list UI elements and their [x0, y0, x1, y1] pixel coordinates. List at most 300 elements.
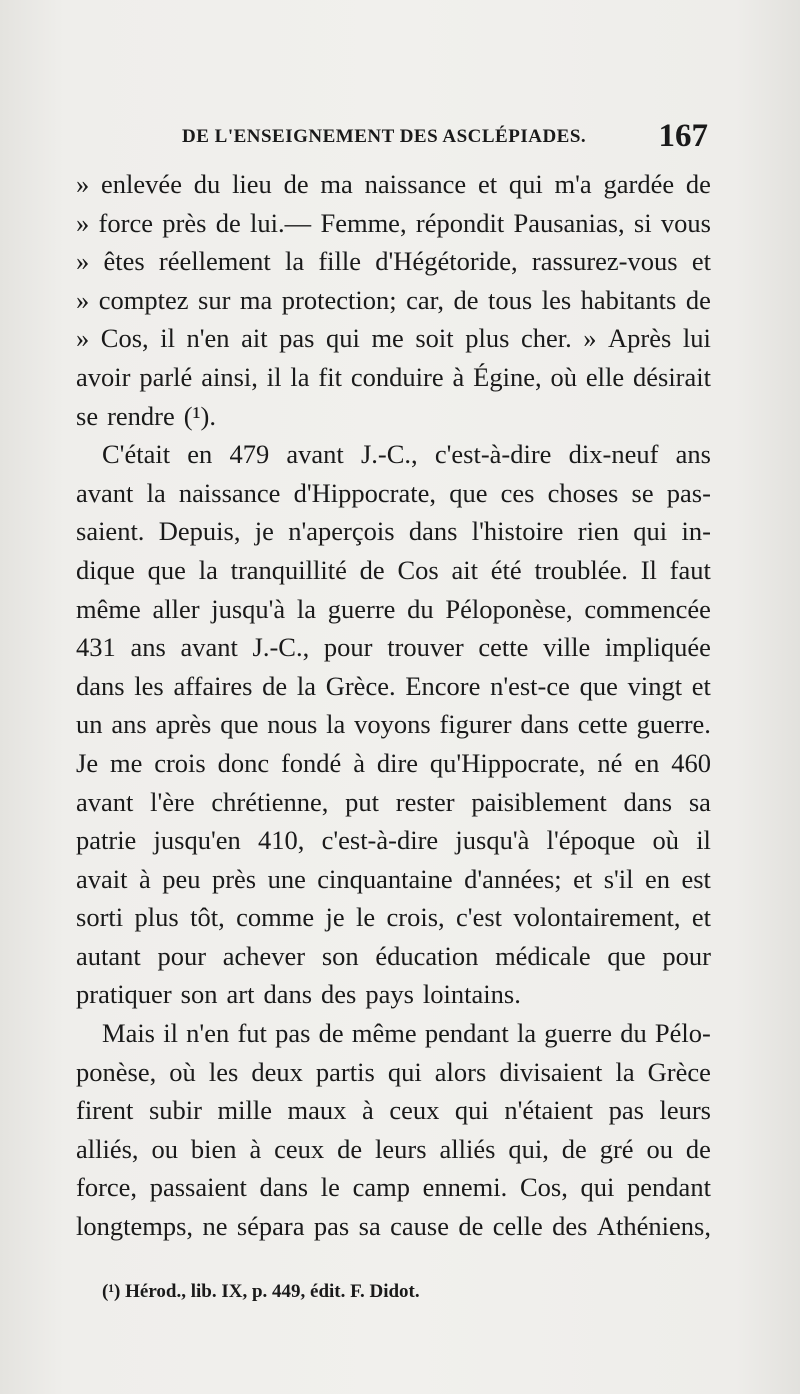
word: naissance: [178, 477, 281, 508]
word: crois: [154, 747, 206, 778]
word: guerre.: [636, 709, 711, 740]
word: son: [321, 940, 359, 971]
word: »: [583, 323, 597, 354]
word: pas: [608, 1095, 644, 1126]
word: elle: [585, 361, 625, 392]
word: la: [516, 1018, 537, 1049]
word: lointains.: [422, 979, 521, 1010]
word: un: [76, 709, 103, 740]
word: êtes: [103, 246, 145, 277]
word: 431: [76, 632, 116, 663]
word: ennemi.: [422, 1172, 508, 1203]
word: (¹).: [183, 400, 216, 431]
word: saient.: [76, 516, 145, 547]
word: troublée.: [534, 554, 628, 585]
word: dique: [76, 554, 135, 585]
word: de: [685, 169, 711, 199]
text-line: [76, 474, 711, 513]
word: ait: [451, 554, 478, 585]
word: alliés: [439, 1133, 496, 1164]
word: que: [220, 709, 259, 740]
word: Grèce.: [325, 670, 396, 701]
word: Depuis,: [158, 516, 241, 547]
word: la: [146, 477, 166, 508]
page-number: 167: [658, 118, 708, 154]
word: leurs: [659, 1095, 711, 1126]
word: n'étaient: [504, 1095, 593, 1126]
word: même: [76, 593, 141, 624]
word: si: [633, 207, 652, 238]
word: à: [249, 1133, 262, 1164]
word: que: [449, 477, 488, 508]
word: dans: [623, 786, 673, 817]
word: Cos,: [519, 1172, 568, 1203]
word: la: [296, 593, 317, 624]
text-line: [76, 821, 711, 860]
word: 460: [671, 747, 711, 778]
word: Athéniens,: [596, 1211, 711, 1242]
word: sur: [198, 284, 231, 315]
word: en: [634, 747, 660, 778]
word: le: [320, 1172, 340, 1203]
word: de: [685, 284, 711, 315]
word: gardée: [603, 169, 675, 199]
word: il: [266, 361, 282, 392]
word: »: [76, 169, 90, 199]
word: à: [138, 863, 151, 894]
word: put: [345, 786, 379, 817]
word: fut: [237, 1018, 267, 1049]
word: près: [162, 207, 207, 238]
word: art: [226, 979, 255, 1010]
word: c'est: [456, 902, 503, 933]
word: plus: [465, 323, 510, 354]
word: de: [283, 169, 309, 199]
word: que: [607, 940, 646, 971]
word: la: [296, 670, 316, 701]
word: je: [254, 516, 274, 547]
word: je: [325, 902, 345, 933]
word: fit: [318, 361, 342, 392]
word: pendant: [424, 1018, 509, 1049]
word: et: [691, 670, 711, 701]
word: dans: [408, 516, 458, 547]
word: commencée: [584, 593, 711, 624]
word: rien: [577, 516, 619, 547]
word: d'années;: [464, 863, 562, 894]
word: ma: [239, 284, 273, 315]
word: subir: [148, 1095, 202, 1126]
word: où: [652, 825, 679, 856]
text-line: [76, 705, 711, 744]
word: rassurez-vous: [531, 246, 678, 277]
text-line: [76, 435, 711, 474]
text-line: [76, 242, 711, 281]
word: du: [193, 169, 221, 199]
word: force: [98, 207, 153, 238]
word: Mais: [102, 1018, 155, 1049]
word: qui: [454, 1095, 489, 1126]
word: jusqu'à: [455, 825, 530, 856]
word: ou: [646, 1133, 673, 1164]
word: cette: [478, 632, 529, 663]
word: de: [685, 1133, 711, 1164]
word: une: [267, 863, 306, 894]
word: après: [155, 709, 212, 740]
word: plus: [134, 902, 179, 933]
text-line: [76, 590, 711, 629]
text-line: [76, 281, 711, 320]
word: il: [163, 1018, 178, 1049]
word: lui.—: [250, 207, 312, 238]
word: dans: [76, 670, 125, 701]
word: né: [597, 747, 623, 778]
word: me: [371, 323, 404, 354]
word: avant: [76, 477, 134, 508]
word: dix-neuf: [568, 439, 659, 470]
word: désirait: [633, 361, 711, 392]
word: chrétienne,: [211, 786, 329, 817]
word: pour: [662, 940, 711, 971]
word: se: [76, 400, 99, 431]
word: tranquillité: [230, 554, 347, 585]
word: conduire: [350, 361, 444, 392]
word: cette: [577, 709, 628, 740]
word: patrie: [76, 825, 137, 856]
word: pendant: [627, 1172, 711, 1203]
word: dans: [520, 709, 569, 740]
word: le: [356, 902, 376, 933]
text-line: [76, 165, 711, 204]
text-line: [76, 1053, 711, 1092]
word: Cos: [397, 554, 439, 585]
word: alliés,: [76, 1133, 139, 1164]
word: avant: [286, 439, 344, 470]
word: peu: [162, 863, 201, 894]
word: c'est-à-dire: [321, 825, 439, 856]
word: des: [321, 979, 357, 1010]
word: dire: [376, 747, 419, 778]
word: pays: [365, 979, 414, 1010]
word: qui: [508, 169, 543, 199]
word: pas: [279, 323, 315, 354]
word: pour: [323, 632, 373, 663]
word: lieu: [232, 169, 272, 199]
word: dans: [259, 1172, 309, 1203]
word: pratiquer: [76, 979, 172, 1010]
word: l'histoire: [471, 516, 564, 547]
word: du: [620, 1018, 647, 1049]
word: Égine,: [473, 361, 542, 392]
word: que: [579, 670, 618, 701]
word: bien: [190, 1133, 237, 1164]
text-line: [76, 975, 711, 1014]
word: ait: [241, 323, 268, 354]
word: tôt,: [190, 902, 225, 933]
word: »: [76, 323, 90, 354]
word: n'aperçois: [288, 516, 395, 547]
text-line: [76, 860, 711, 899]
word: crois,: [386, 902, 445, 933]
word: Après: [608, 323, 672, 354]
word: dans: [263, 979, 313, 1010]
word: qu'Hippocrate,: [429, 747, 586, 778]
word: donc: [217, 747, 270, 778]
text-line: [76, 1130, 711, 1169]
word: à: [361, 1095, 374, 1126]
word: se: [631, 477, 654, 508]
word: où: [169, 1056, 196, 1087]
word: jusqu'en: [153, 825, 241, 856]
word: c'est-à-dire: [434, 439, 552, 470]
word: été: [490, 554, 522, 585]
word: des: [552, 1211, 588, 1242]
word: achever: [222, 940, 306, 971]
word: trouver: [387, 632, 464, 663]
word: deux: [251, 1056, 303, 1087]
word: leurs: [375, 1133, 427, 1164]
word: son: [180, 979, 218, 1010]
word: que: [147, 554, 186, 585]
word: celle: [492, 1211, 543, 1242]
word: les: [134, 670, 164, 701]
word: de: [458, 1211, 484, 1242]
word: autant: [76, 940, 141, 971]
word: 410,: [257, 825, 305, 856]
text-line: [76, 358, 711, 397]
body-text: [76, 165, 711, 1246]
word: ville: [543, 632, 591, 663]
word: avait: [76, 863, 128, 894]
word: alors: [434, 1056, 487, 1087]
text-line: [76, 204, 711, 243]
word: parlé: [139, 361, 193, 392]
word: Encore: [405, 670, 481, 701]
word: la: [326, 709, 346, 740]
word: de: [359, 554, 385, 585]
word: près: [211, 863, 257, 894]
word: qui: [387, 1056, 422, 1087]
word: et: [573, 863, 593, 894]
word: habitants: [580, 284, 677, 315]
word: fondé: [280, 747, 342, 778]
word: de: [262, 670, 288, 701]
word: impliquée: [604, 632, 711, 663]
word: divisaient: [499, 1056, 603, 1087]
word: même: [351, 1018, 417, 1049]
word: comme: [236, 902, 315, 933]
text-line: [76, 397, 711, 436]
word: force,: [76, 1172, 138, 1203]
text-line: [76, 628, 711, 667]
word: du: [407, 593, 434, 624]
word: enlevée: [101, 169, 182, 199]
word: rester: [395, 786, 455, 817]
word: Il: [640, 554, 657, 585]
word: pas: [275, 1018, 311, 1049]
word: qui: [580, 1172, 615, 1203]
word: les: [541, 284, 572, 315]
word: à: [452, 361, 465, 392]
word: répondit: [415, 207, 505, 238]
word: Cos,: [100, 323, 149, 354]
word: avant: [180, 632, 238, 663]
word: et: [477, 169, 498, 199]
text-line: [76, 319, 711, 358]
word: Péloponèse,: [445, 593, 573, 624]
text-line: [76, 512, 711, 551]
word: maux: [287, 1095, 347, 1126]
word: cause: [390, 1211, 449, 1242]
word: choses: [547, 477, 619, 508]
word: lui: [682, 323, 711, 354]
word: gré: [599, 1133, 634, 1164]
text-line: [76, 667, 711, 706]
page-header: [182, 118, 708, 158]
word: la: [290, 361, 310, 392]
word: car,: [406, 284, 445, 315]
text-line: [76, 898, 711, 937]
text-line: [76, 1014, 711, 1053]
word: où: [550, 361, 577, 392]
word: la: [198, 554, 218, 585]
word: de: [337, 1133, 363, 1164]
word: de: [453, 284, 479, 315]
word: et: [691, 246, 711, 277]
word: d'Hégétoride,: [375, 246, 518, 277]
word: sa: [688, 786, 711, 817]
word: à: [353, 747, 365, 778]
word: pas-: [666, 477, 711, 508]
word: de: [318, 1018, 344, 1049]
word: jusqu'à: [211, 593, 286, 624]
word: J.-C.,: [360, 439, 418, 470]
word: éducation: [375, 940, 479, 971]
word: et: [691, 902, 711, 933]
word: réellement: [158, 246, 271, 277]
word: la: [615, 1056, 635, 1087]
footnote: (¹) Hérod., lib. IX, p. 449, édit. F. Didot.: [102, 1281, 420, 1302]
word: l'ère: [150, 786, 195, 817]
word: »: [76, 246, 90, 277]
word: avant: [76, 786, 134, 817]
word: la: [284, 246, 305, 277]
word: n'est-ce: [490, 670, 570, 701]
word: ponèse,: [76, 1056, 157, 1087]
word: »: [76, 207, 90, 238]
word: ces: [500, 477, 535, 508]
word: cinquantaine: [317, 863, 453, 894]
text-line: [76, 1168, 711, 1207]
word: est: [681, 863, 711, 894]
word: de: [215, 207, 241, 238]
word: Grèce: [647, 1056, 711, 1087]
text-line: [76, 551, 711, 590]
word: »: [76, 284, 90, 315]
word: partis: [315, 1056, 375, 1087]
running-title: DE L'ENSEIGNEMENT DES ASCLÉPIADES.: [182, 126, 587, 147]
text-line: [76, 744, 711, 783]
word: pas: [313, 1211, 350, 1242]
word: guerre: [544, 1018, 612, 1049]
word: ans: [111, 709, 147, 740]
word: comptez: [98, 284, 189, 315]
word: ne: [202, 1211, 228, 1242]
word: ans: [675, 439, 711, 470]
word: volontairement,: [513, 902, 681, 933]
word: l'époque: [546, 825, 636, 856]
word: guerre: [327, 593, 396, 624]
word: sorti: [76, 902, 124, 933]
word: rendre: [107, 400, 175, 431]
word: ma: [320, 169, 353, 199]
word: affaires: [173, 670, 253, 701]
word: naissance: [364, 169, 467, 199]
word: protection;: [281, 284, 397, 315]
word: avoir: [76, 361, 131, 392]
word: 479: [229, 439, 270, 470]
word: médicale: [495, 940, 591, 971]
word: Je: [76, 747, 99, 778]
word: sa: [358, 1211, 381, 1242]
word: C'était: [102, 439, 171, 470]
word: firent: [76, 1095, 134, 1126]
word: vingt: [627, 670, 683, 701]
word: en: [187, 439, 213, 470]
word: ainsi,: [201, 361, 258, 392]
word: nous: [267, 709, 318, 740]
word: il: [696, 825, 711, 856]
text-line: [76, 783, 711, 822]
word: Pausanias,: [513, 207, 625, 238]
text-line: [76, 937, 711, 976]
word: tous: [488, 284, 533, 315]
word: ceux: [274, 1133, 325, 1164]
word: en: [645, 863, 671, 894]
word: figurer: [439, 709, 512, 740]
word: qui: [633, 516, 668, 547]
word: mille: [217, 1095, 272, 1126]
word: il: [160, 323, 175, 354]
word: J.-C.,: [252, 632, 310, 663]
word: fille: [318, 246, 362, 277]
word: qui: [326, 323, 360, 354]
word: paisiblement: [471, 786, 607, 817]
word: aller: [152, 593, 200, 624]
word: camp: [352, 1172, 410, 1203]
word: m'a: [554, 169, 592, 199]
word: passaient: [149, 1172, 247, 1203]
word: in-: [681, 516, 711, 547]
word: Pélo-: [654, 1018, 711, 1049]
word: n'en: [186, 1018, 230, 1049]
word: Femme,: [320, 207, 407, 238]
word: me: [109, 747, 143, 778]
word: ceux: [389, 1095, 440, 1126]
word: les: [208, 1056, 239, 1087]
word: ans: [130, 632, 166, 663]
word: longtemps,: [76, 1211, 194, 1242]
word: cher.: [520, 323, 572, 354]
word: soit: [415, 323, 454, 354]
word: de: [561, 1133, 587, 1164]
word: ou: [151, 1133, 178, 1164]
word: vous: [660, 207, 711, 238]
word: qui,: [508, 1133, 549, 1164]
word: voyons: [354, 709, 431, 740]
text-line: [76, 1207, 711, 1246]
word: d'Hippocrate,: [293, 477, 436, 508]
